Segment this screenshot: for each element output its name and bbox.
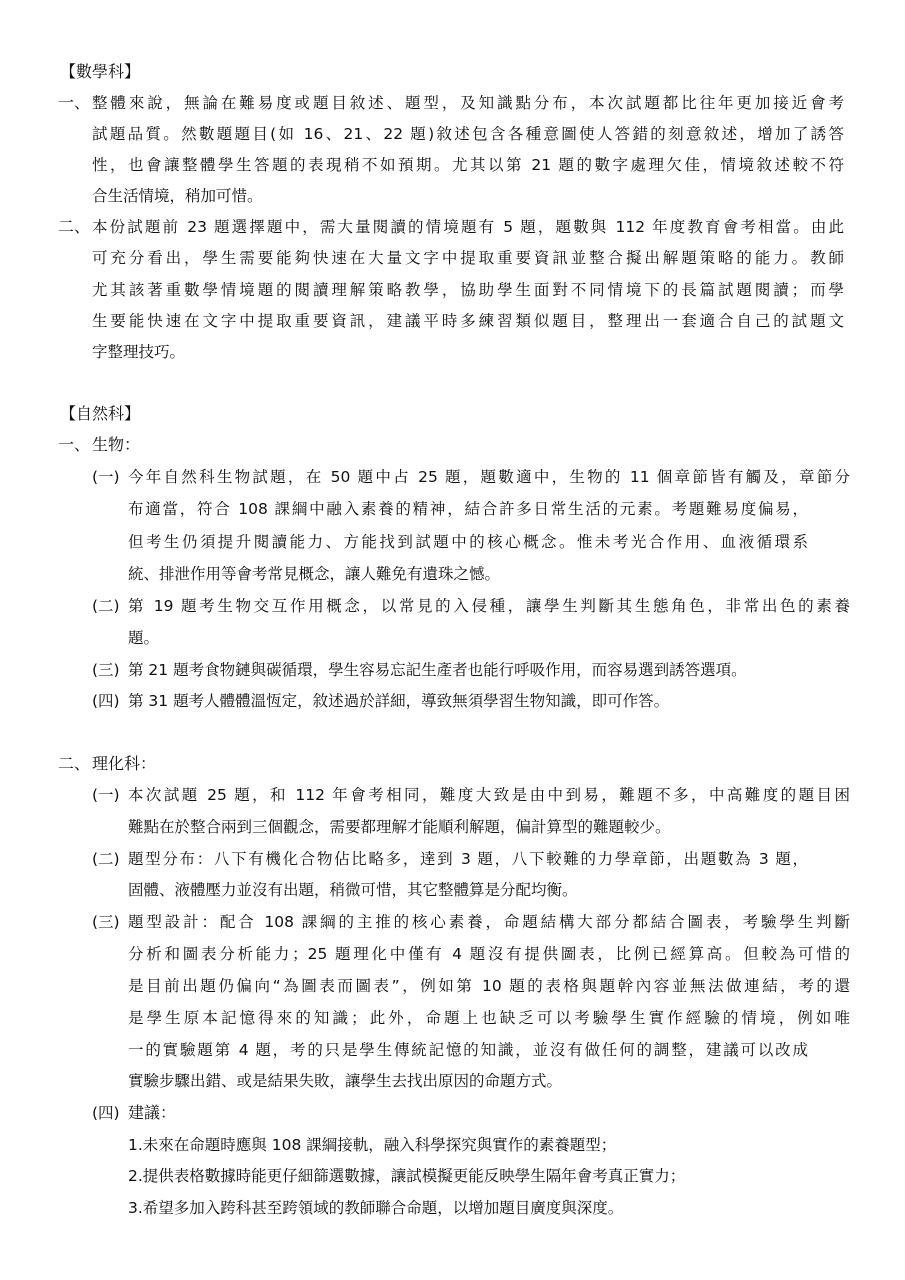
biology-title: 生物： — [92, 435, 141, 454]
bio-item-1-line: 布適當，符合 108 課綱中融入素養的精神，結合許多日常生活的元素。考題難易度偏易， — [128, 500, 808, 518]
bio-item-1-marker: (一) — [92, 468, 120, 486]
pc-item-4-marker: (四) — [92, 1104, 120, 1122]
bio-item-4-marker: (四) — [92, 692, 120, 710]
bio-item-2-line: 題。 — [128, 629, 160, 647]
bio-item-4-line: 第 31 題考人體體溫恆定，敘述過於詳細，導致無須學習生物知識，即可作答。 — [128, 692, 670, 710]
math-item-2-line: 可充分看出，學生需要能夠快速在大量文字中提取重要資訊並整合擬出解題策略的能力。教師 — [92, 249, 844, 267]
math-item-1-line: 整體來說，無論在難易度或題目敘述、題型，及知識點分布，本次試題都比往年更加接近會考 — [92, 94, 844, 112]
pc-item-3-line: 分析和圖表分析能力；25 題理化中僅有 4 題沒有提供圖表，比例已經算高。但較為可惜的 — [128, 945, 850, 963]
pc-item-1-marker: (一) — [92, 786, 120, 804]
pc-item-3-line: 是目前出題仍偏向“為圖表而圖表”，例如第 10 題的表格與題幹內容並無法做連結，考的還 — [128, 977, 850, 995]
bio-item-3-marker: (三) — [92, 661, 120, 679]
biology-marker: 一、 — [58, 435, 91, 454]
pc-item-2-marker: (二) — [92, 850, 120, 868]
math-item-2-line: 字整理技巧。 — [92, 343, 186, 361]
pc-item-1-line: 難點在於整合兩到三個觀念，需要都理解才能順利解題，偏計算型的難題較少。 — [128, 818, 671, 836]
physchem-marker: 二、 — [58, 754, 91, 773]
science-section-heading: 【自然科】 — [60, 404, 141, 423]
bio-item-2-marker: (二) — [92, 597, 120, 615]
math-item-1-marker: 一、 — [58, 93, 91, 112]
pc-item-3-line: 實驗步驟出錯、或是結果失敗，讓學生去找出原因的命題方式。 — [128, 1072, 563, 1090]
math-item-2-marker: 二、 — [58, 217, 91, 236]
pc-item-2-line: 固體、液體壓力並沒有出題，稍微可惜，其它整體算是分配均衡。 — [128, 881, 578, 899]
bio-item-1-line: 統、排泄作用等會考常見概念，讓人難免有遺珠之憾。 — [128, 565, 501, 583]
physchem-title: 理化科： — [92, 754, 157, 773]
pc-item-2-line: 題型分布：八下有機化合物佔比略多，達到 3 題，八下較難的力學章節，出題數為 3 題， — [128, 850, 808, 868]
math-section-heading: 【數學科】 — [60, 62, 141, 81]
pc-suggestion-title: 建議： — [128, 1103, 177, 1122]
bio-item-1-line: 今年自然科生物試題，在 50 題中占 25 題，題數適中，生物的 11 個章節皆有觸及，章節分 — [128, 468, 850, 486]
math-item-2-line: 本份試題前 23 題選擇題中，需大量閱讀的情境題有 5 題，題數與 112 年度教育會考相當。由此 — [92, 218, 844, 236]
pc-item-3-line: 題型設計：配合 108 課綱的主推的核心素養，命題結構大部分都結合圖表，考驗學生判斷 — [128, 913, 850, 931]
pc-item-1-line: 本次試題 25 題，和 112 年會考相同，難度大致是由中到易，難題不多，中高難度的題目困 — [128, 786, 850, 804]
pc-item-3-line: 是學生原本記憶得來的知識；此外，命題上也缺乏可以考驗學生實作經驗的情境，例如唯 — [128, 1009, 850, 1027]
math-item-2-line: 生要能快速在文字中提取重要資訊，建議平時多練習類似題目，整理出一套適合自己的試題文 — [92, 312, 844, 330]
pc-item-3-marker: (三) — [92, 913, 120, 931]
bio-item-2-line: 第 19 題考生物交互作用概念，以常見的入侵種，讓學生判斷其生態角色，非常出色的素養 — [128, 597, 850, 615]
math-item-1-line: 合生活情境，稍加可惜。 — [92, 187, 263, 205]
pc-suggestion-3: 3.希望多加入跨科甚至跨領域的教師聯合命題，以增加題目廣度與深度。 — [128, 1199, 624, 1217]
pc-suggestion-1: 1.未來在命題時應與 108 課綱接軌，融入科學探究與實作的素養題型； — [128, 1136, 617, 1154]
math-item-1-line: 試題品質。然數題題目(如 16、21、22 題)敘述包含各種意圖使人答錯的刻意敘述，增加了誘答 — [92, 125, 844, 143]
bio-item-1-line: 但考生仍須提升閱讀能力、方能找到試題中的核心概念。惟未考光合作用、血液循環系 — [128, 533, 808, 551]
pc-suggestion-2: 2.提供表格數據時能更仔細篩選數據，讓試模擬更能反映學生隔年會考真正實力； — [128, 1167, 686, 1185]
bio-item-3-line: 第 21 題考食物鏈與碳循環，學生容易忘記生產者也能行呼吸作用，而容易選到誘答選項。 — [128, 661, 747, 679]
pc-item-3-line: 一的實驗題第 4 題，考的只是學生傳統記憶的知識，並沒有做任何的調整，建議可以改成 — [128, 1041, 808, 1059]
math-item-2-line: 尤其該著重數學情境題的閱讀理解策略教學，協助學生面對不同情境下的長篇試題閱讀；而學 — [92, 281, 844, 299]
math-item-1-line: 性，也會讓整體學生答題的表現稍不如預期。尤其以第 21 題的數字處理欠佳，情境敘述較不符 — [92, 156, 844, 174]
